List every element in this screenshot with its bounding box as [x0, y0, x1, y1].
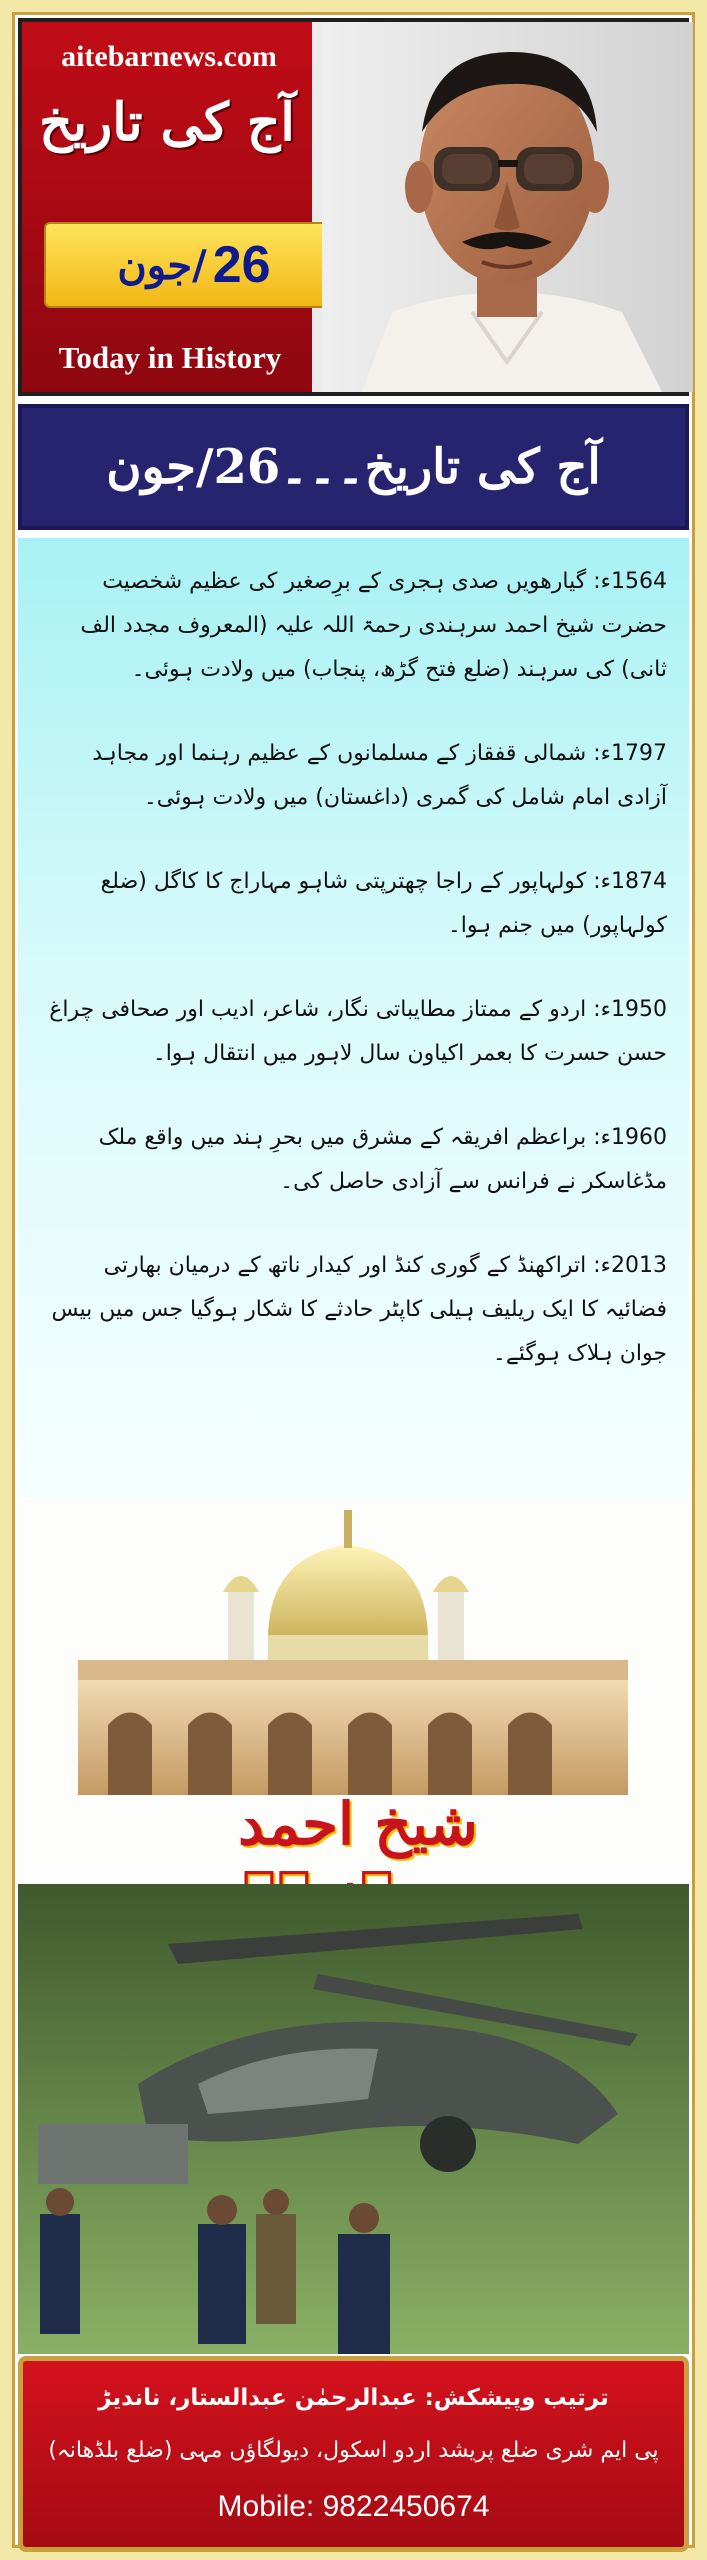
today-in-history-label: Today in History	[58, 340, 282, 375]
title-bar-text: آج کی تاریخ۔۔۔26/جون	[106, 439, 601, 495]
history-entry: 1797ء: شمالی قفقاز کے مسلمانوں کے عظیم رہنما اور مجاہد آزادی امام شامل کی گمری (داغستان) میں ولادت ہوئی۔	[92, 741, 667, 810]
credit-name: ترتیب وپیشکش: عبدالرحمٰن عبدالستار، نانديڑ	[98, 2384, 609, 2411]
header-red-panel	[22, 22, 312, 392]
history-entry: 1874ء: کولہاپور کے راجا چھترپتی شاہو مہاراج کا کاگل (ضلع کولہاپور) میں جنم ہوا۔	[100, 869, 667, 938]
history-entry: 1960ء: براعظم افریقہ کے مشرق میں بحرِ ہند میں واقع ملک مڈغاسکر نے فرانس سے آزادی حاصل کی۔	[98, 1125, 667, 1194]
portrait-image	[322, 22, 693, 392]
history-entry: 2013ء: اتراکھنڈ کے گوری کنڈ اور کیدار ناتھ کے درمیان بھارتی فضائیہ کا ایک ریلیف ہیلی کاپٹر حادثے کا شکار ہوگیا جس میں بیس جوان ہلاک ہوگئے۔	[51, 1253, 667, 1366]
site-url[interactable]: aitebarnews.com	[61, 40, 277, 73]
helicopter-crash-image	[18, 1884, 689, 2354]
history-entries	[18, 538, 689, 1498]
header-title: آج کی تاریخ	[39, 92, 295, 153]
title-bar	[18, 404, 689, 530]
date-month: /جون	[117, 241, 207, 289]
date-badge	[44, 222, 344, 308]
history-entry: 1564ء: گیارھویں صدی ہجری کے برِصغیر کی عظیم شخصیت حضرت شیخ احمد سرہندی رحمۃ اللہ علیہ (المعروف مجدد الف ثانی) کی سرہند (ضلع فتح گڑھ، پنجاب) میں ولادت ہوئی۔	[80, 569, 667, 682]
shrine-image	[18, 1500, 689, 1880]
credit-school: پی ایم شری ضلع پریشد اردو اسکول، دیولگاؤں مہی (ضلع بلڈھانہ)	[48, 2437, 659, 2463]
shrine-caption: شیخ احمد	[238, 1790, 478, 1858]
history-entry: 1950ء: اردو کے ممتاز مطایباتی نگار، شاعر، ادیب اور صحافی چراغ حسن حسرت کا بعمر اکیاون سال لاہور میں انتقال ہوا۔	[49, 997, 667, 1066]
date-number: 26	[212, 236, 271, 294]
credit-mobile[interactable]: Mobile: 9822450674	[217, 2489, 490, 2523]
footer-credits	[18, 2356, 689, 2552]
header-banner	[18, 18, 689, 396]
